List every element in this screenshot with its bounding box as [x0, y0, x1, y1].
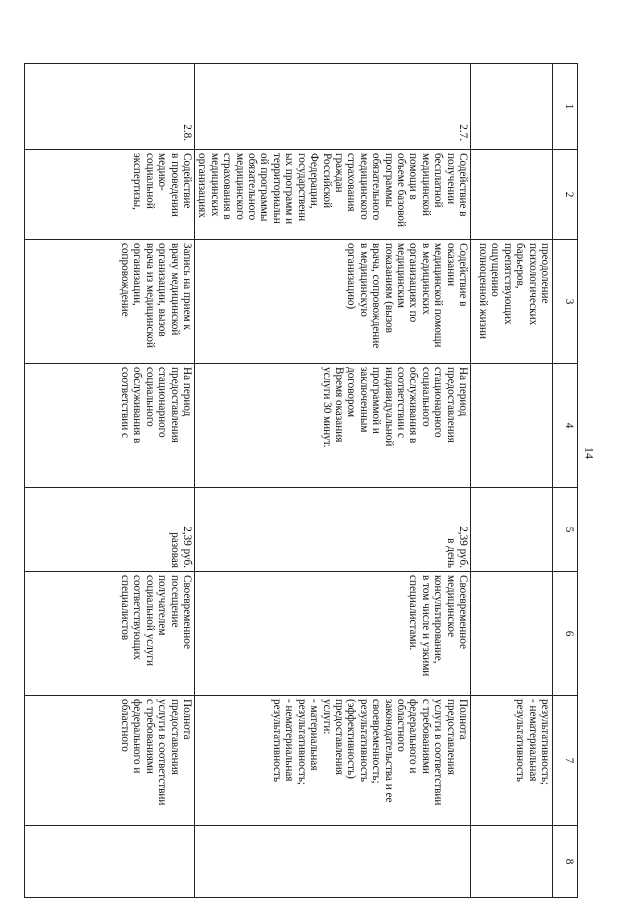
service-content: Содействие в оказании медицинской помощи в медицинских организациях по медицинским показаниям (вызов врача, сопровождение в медицинскую организацию): [195, 240, 471, 364]
service-name: Содействие в проведении медико- социальной экспертизы,: [25, 150, 195, 240]
service-price: 2,39 руб. в день: [195, 488, 471, 572]
service-indicator: [471, 572, 553, 696]
header-row: [553, 64, 578, 898]
row-number: 2.7.: [195, 64, 471, 150]
service-quality: Полнота предоставления услуги в соответствии с требованиями федерального и областного: [25, 696, 195, 826]
row-number: [471, 64, 553, 150]
table-row: [25, 64, 195, 898]
header-cell: 5: [553, 488, 578, 572]
service-price: [471, 488, 553, 572]
service-indicator: Своевременное посещение получателем социальной услуги соответствующих специалистов: [25, 572, 195, 696]
header-cell: 4: [553, 364, 578, 488]
header-cell: 7: [553, 696, 578, 826]
service-name: Содействие в получении бесплатной медицинской помощи в объеме базовой программы обязательного медицинского страхования граждан Российской Федерации, государственн ых программ и территориальн ой программы обязательного медицинского страхования в медицинских организациях: [195, 150, 471, 240]
service-quality: результативность; - нематериальная результативность: [471, 696, 553, 826]
service-note: [471, 826, 553, 898]
service-note: [25, 826, 195, 898]
service-term: [471, 364, 553, 488]
service-term: На период предоставления стационарного социального обслуживания в соответствии с индивидуальной программой и заключенным договором Время оказания услуги 30 минут.: [195, 364, 471, 488]
service-term: На период предоставления стационарного социального обслуживания в соответствии с: [25, 364, 195, 488]
header-cell: 3: [553, 240, 578, 364]
service-name: [471, 150, 553, 240]
row-number: 2.8.: [25, 64, 195, 150]
header-cell: 6: [553, 572, 578, 696]
service-content: преодоление психологических барьеров, препятствующих ощущению полноценной жизни: [471, 240, 553, 364]
service-note: [195, 826, 471, 898]
service-price: 2,39 руб. разовая: [25, 488, 195, 572]
header-cell: 8: [553, 826, 578, 898]
service-indicator: Своевременное медицинское консультирование, в том числе и узкими специалистами.: [195, 572, 471, 696]
service-content: Запись на прием к врачу медицинской организации, вызов врача из медицинской организации, сопровождение: [25, 240, 195, 364]
services-table: [24, 63, 578, 898]
service-quality: Полнота предоставления услуги в соответствии с требованиями федерального и областного законодательства и ее своевременность; результативность (эффективность) предоставления услуги: - материальная результативность; - нематериальная результативность: [195, 696, 471, 826]
header-cell: 2: [553, 150, 578, 240]
table-row: [195, 64, 471, 898]
table-row: [471, 64, 553, 898]
rotated-table-container: [30, 63, 578, 897]
header-cell: 1: [553, 64, 578, 150]
page-number: 14: [582, 447, 597, 459]
